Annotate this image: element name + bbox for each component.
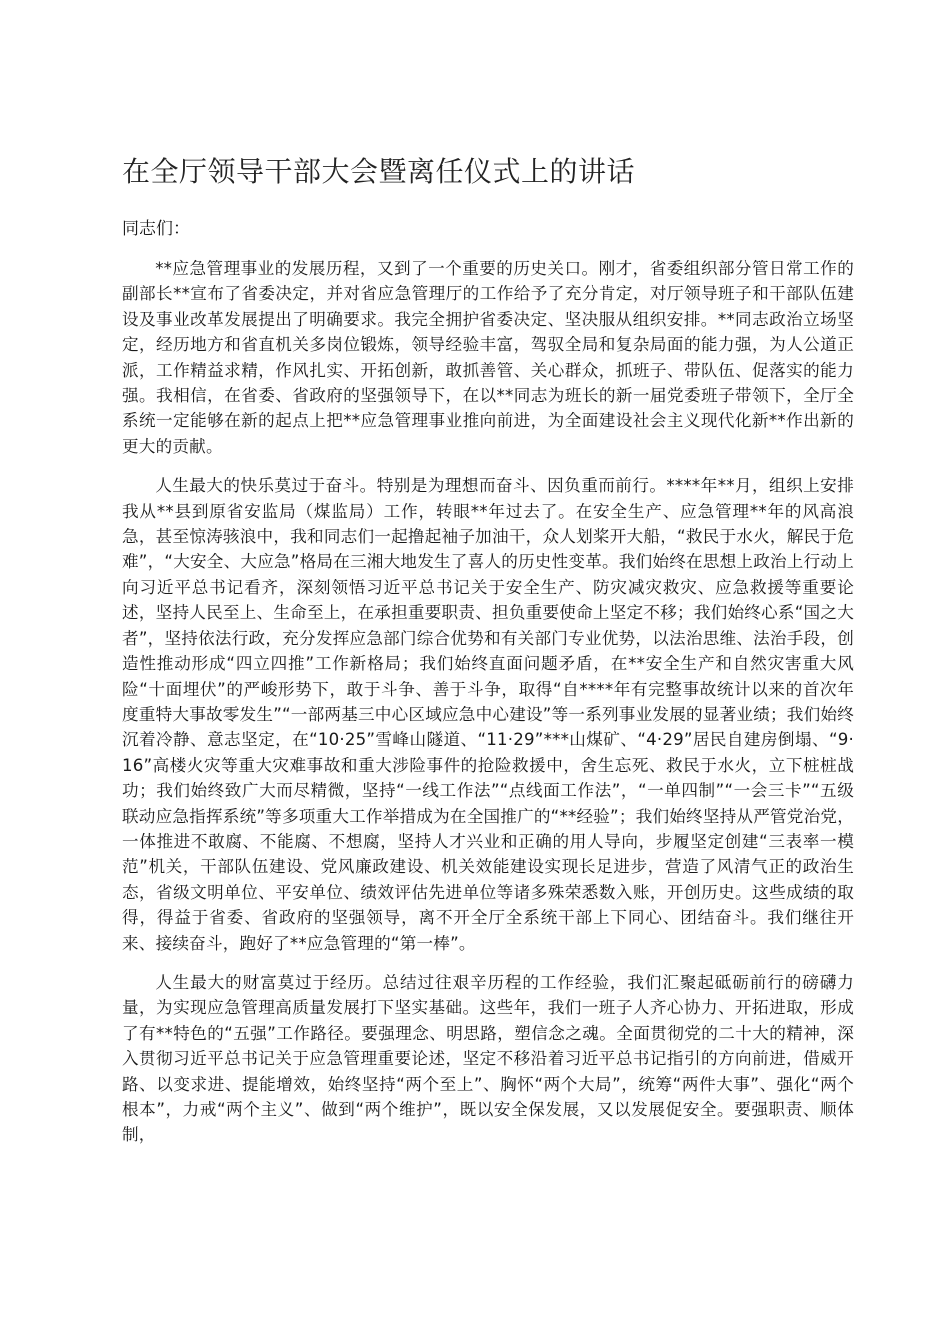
salutation: 同志们： — [122, 219, 190, 239]
document-title: 在全厅领导干部大会暨离任仪式上的讲话 — [122, 155, 636, 188]
paragraph-2: 人生最大的快乐莫过于奋斗。特别是为理想而奋斗、因负重而前行。****年**月，组织上安排我从**县到原省安监局（煤监局）工作，转眼**年过去了。在安全生产、应急管理**年的风高浪急，甚至惊涛骇浪中，我和同志们一起撸起袖子加油干，众人划桨开大船，“救民于水火，解民于危难”，“大安全、大应急”格局在三湘大地发生了喜人的历史性变革。我们始终在思想上政治上行动上向习近平总书记看齐，深刻领悟习近平总书记关于安全生产、防灾减灾救灾、应急救援等重要论述，坚持人民至上、生命至上，在承担重要职责、担负重要使命上坚定不移；我们始终心系“国之大者”，坚持依法行政，充分发挥应急部门综合优势和有关部门专业优势，以法治思维、法治手段，创造性推动形成“四立四推”工作新格局；我们始终直面问题矛盾，在**安全生产和自然灾害重大风险“十面埋伏”的严峻形势下，敢于斗争、善于斗争，取得“自****年有完整事故统计以来的首次年度重特大事故零发生”“一部两基三中心区域应急中心建设”等一系列事业发展的显著业绩；我们始终沉着冷静、意志坚定，在“10·25”雪峰山隧道、“11·29”***山煤矿、“4·29”居民自建房倒塌、“9·16”高楼火灾等重大灾难事故和重大涉险事件的抢险救援中，舍生忘死、救民于水火，立下桩桩战功；我们始终致广大而尽精微，坚持“一线工作法”“点线面工作法”，“一单四制”“一会三卡”“五级联动应急指挥系统”等多项重大工作举措成为在全国推广的“**经验”；我们始终坚持从严管党治党，一体推进不敢腐、不能腐、不想腐，坚持人才兴业和正确的用人导向，步履坚定创建“三表率一模范”机关，干部队伍建设、党风廉政建设、机关效能建设实现长足进步，营造了风清气正的政治生态，省级文明单位、平安单位、绩效评估先进单位等诸多殊荣悉数入账，开创历史。这些成绩的取得，得益于省委、省政府的坚强领导，离不开全厅全系统干部上下同心、团结奋斗。我们继往开来、接续奋斗，跑好了**应急管理的“第一棒”。 — [122, 476, 854, 953]
paragraph-3: 人生最大的财富莫过于经历。总结过往艰辛历程的工作经验，我们汇聚起砥砺前行的磅礴力量，为实现应急管理高质量发展打下坚实基础。这些年，我们一班子人齐心协力、开拓进取，形成了有**特色的“五强”工作路径。要强理念、明思路，塑信念之魂。全面贯彻党的二十大的精神，深入贯彻习近平总书记关于应急管理重要论述，坚定不移沿着习近平总书记指引的方向前进，借威开路、以变求进、提能增效，始终坚持“两个至上”、胸怀“两个大局”，统筹“两件大事”、强化“两个根本”，力戒“两个主义”、做到“两个维护”，既以安全保发展，又以发展促安全。要强职责、顺体制， — [122, 972, 854, 1145]
paragraph-1: **应急管理事业的发展历程，又到了一个重要的历史关口。刚才，省委组织部分管日常工作的副部长**宣布了省委决定，并对省应急管理厅的工作给予了充分肯定，对厅领导班子和干部队伍建设及事业改革发展提出了明确要求。我完全拥护省委决定、坚决服从组织安排。**同志政治立场坚定，经历地方和省直机关多岗位锻炼，领导经验丰富，驾驭全局和复杂局面的能力强，为人公道正派，工作精益求精，作风扎实、开拓创新，敢抓善管、关心群众，抓班子、带队伍、促落实的能力强。我相信，在省委、省政府的坚强领导下，在以**同志为班长的新一届党委班子带领下，全厅全系统一定能够在新的起点上把**应急管理事业推向前进，为全面建设社会主义现代化新**作出新的更大的贡献。 — [122, 259, 854, 456]
document-page — [122, 150, 854, 1162]
